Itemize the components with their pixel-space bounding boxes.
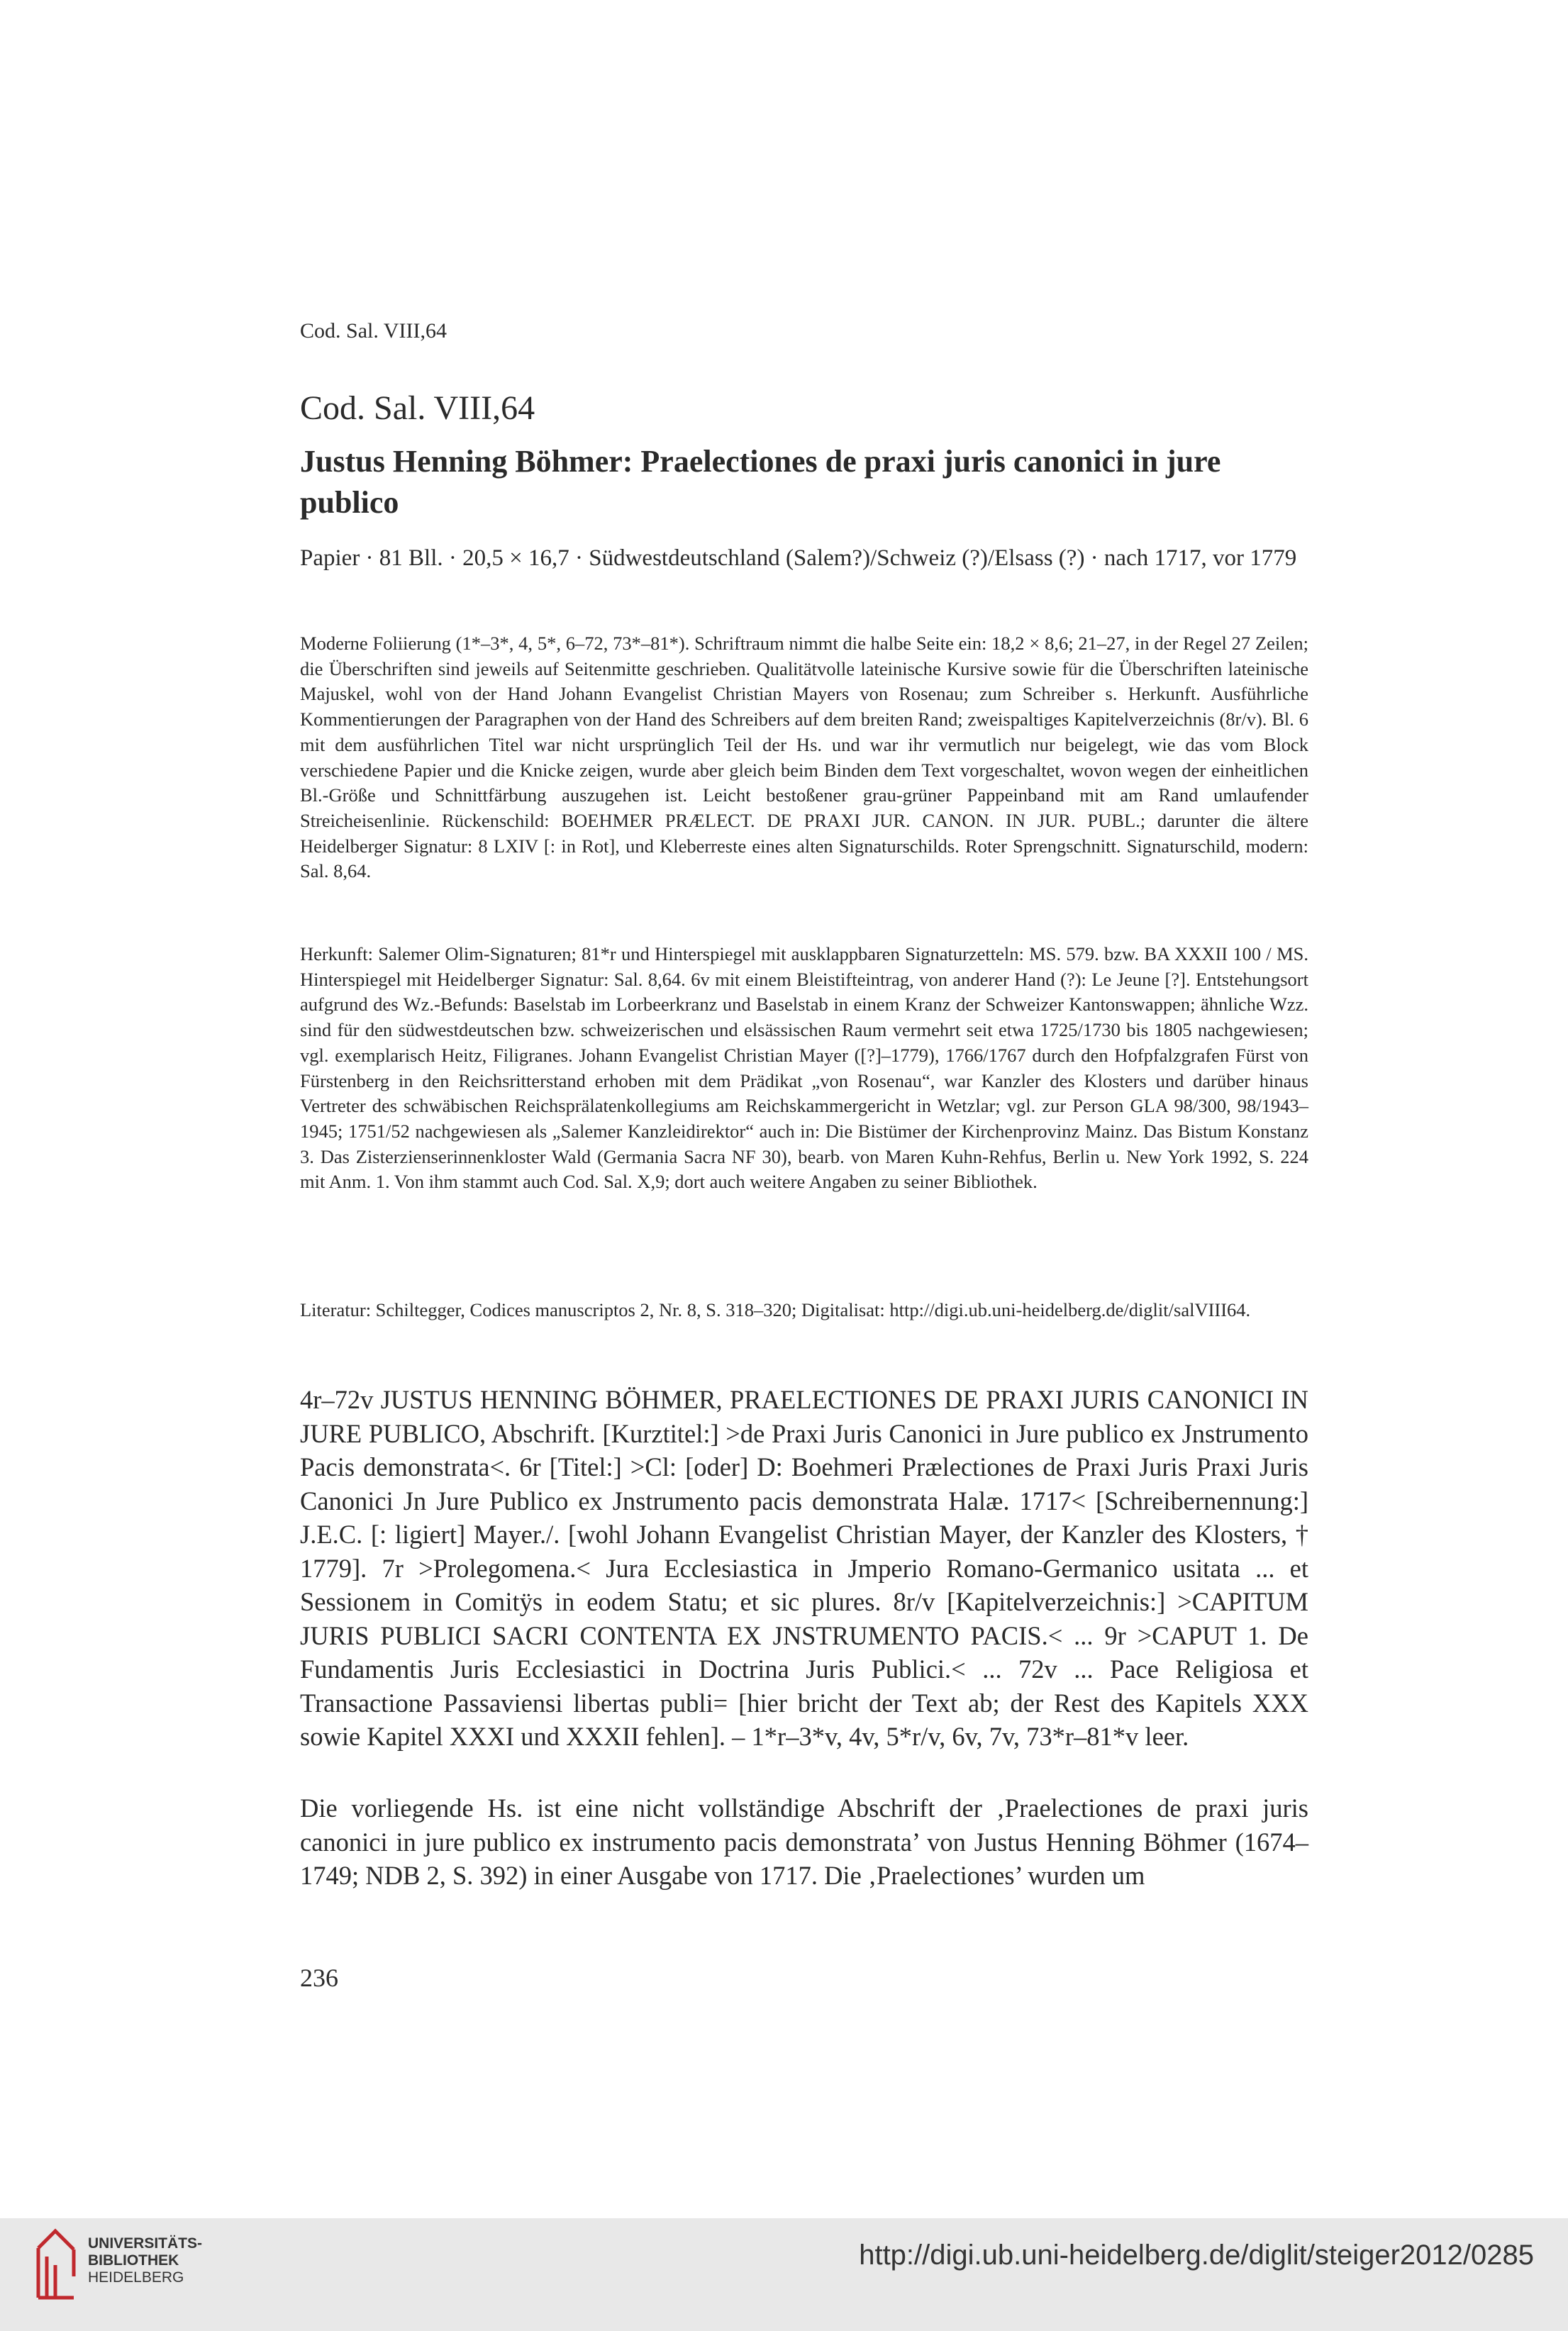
permalink-url[interactable]: http://digi.ub.uni-heidelberg.de/diglit/steiger2012/0285: [859, 2240, 1534, 2271]
codicological-description: Moderne Foliierung (1*–3*, 4, 5*, 6–72, 73*–81*). Schriftraum nimmt die halbe Seite ein: 18,2 × 8,6; 21–27, in der Regel 27 Zeilen; die Überschriften sind jeweils auf Seitenmitte geschrieben. Qualitätvolle lateinische Kursive sowie für die Überschriften lateinische Majuskel, wohl von der Hand Johann Evangelist Christian Mayers von Rosenau; zum Schreiber s. Herkunft. Ausführliche Kommentierungen der Paragraphen von der Hand des Schreibers auf dem breiten Rand; zweispaltiges Kapitelverzeichnis (8r/v). Bl. 6 mit dem ausführlichen Titel war nicht ursprünglich Teil der Hs. und war ihr vermutlich nur beigelegt, wie das vom Block verschiedene Papier und die Knicke zeigen, wurde aber gleich beim Binden dem Text vorgeschaltet, wovon wegen der einheitlichen Bl.-Größe und Schnittfärbung auszugehen ist. Leicht bestoßener grau-grüner Pappeinband mit am Rand umlaufender Streicheisenlinie. Rückenschild: BOEHMER PRÆLECT. DE PRAXI JUR. CANON. IN JUR. PUBL.; darunter die ältere Heidelberger Signatur: 8 LXIV [: in Rot], und Kleberreste eines alten Signaturschilds. Roter Sprengschnitt. Signaturschild, modern: Sal. 8,64.: [300, 633, 1308, 882]
provenance-paragraph: Herkunft: Salemer Olim-Signaturen; 81*r und Hinterspiegel mit ausklappbaren Signaturzetteln: MS. 579. bzw. BA XXXII 100 / MS. Hinterspiegel mit Heidelberger Signatur: Sal. 8,64. 6v mit einem Bleistifteintrag, von anderer Hand (?): Le Jeune [?]. Entstehungsort aufgrund des Wz.-Befunds: Baselstab im Lorbeerkranz und Baselstab in einem Kranz der Schweizer Kantonswappen; ähnliche Wzz. sind für den südwestdeutschen bzw. schweizerischen und elsässischen Raum vermehrt seit etwa 1725/1730 bis 1805 nachgewiesen; vgl. exemplarisch Heitz, Filigranes. Johann Evangelist Christian Mayer ([?]–1779), 1766/1767 durch den Hofpfalzgrafen Fürst von Fürstenberg in den Reichsritterstand erhoben mit dem Prädikat „von Rosenau“, war Kanzler des Klosters und darüber hinaus Vertreter des schwäbischen Reichsprälatenkollegiums am Reichskammergericht in Wetzlar; vgl. zur Person GLA 98/300, 98/1943–1945; 1751/52 nachgewiesen als „Salemer Kanzleidirektor“ auch in: Die Bistümer der Kirchenprovinz Mainz. Das Bistum Konstanz 3. Das Zisterzienserinnenkloster Wald (Germania Sacra NF 30), bearb. von Maren Kuhn-Rehfus, Berlin u. New York 1992, S. 224 mit Anm. 1. Von ihm stammt auch Cod. Sal. X,9; dort auch weitere Angaben zu seiner Bibliothek.: [300, 943, 1308, 1193]
running-head: Cod. Sal. VIII,64: [300, 319, 447, 343]
footer-bar: [0, 2218, 1568, 2331]
page-number: 236: [300, 1964, 338, 1992]
shelfmark-heading: Cod. Sal. VIII,64: [300, 389, 535, 427]
logo-line-3: HEIDELBERG: [88, 2269, 184, 2286]
logo-line-2: BIBLIOTHEK: [88, 2252, 179, 2269]
physical-description: Papier · 81 Bll. · 20,5 × 16,7 · Südwestdeutschland (Salem?)/Schweiz (?)/Elsass (?) · nach 1717, vor 1779: [300, 545, 1297, 571]
library-logo-text: [88, 2235, 202, 2286]
intro-paragraph: Die vorliegende Hs. ist eine nicht vollständige Abschrift der ‚Praelectiones de praxi juris canonici in jure publico ex instrumento pacis demonstrata’ von Justus Henning Böhmer (1674–1749; NDB 2, S. 392) in einer Ausgabe von 1717. Die ‚Praelectiones’ wurden um: [300, 1793, 1308, 1890]
logo-line-1: UNIVERSITÄTS-: [88, 2235, 203, 2252]
literature-paragraph: Literatur: Schiltegger, Codices manuscriptos 2, Nr. 8, S. 318–320; Digitalisat: http://digi.ub.uni-heidelberg.de/diglit/salVIII64.: [300, 1299, 1251, 1320]
work-title: Justus Henning Böhmer: Praelectiones de praxi juris canonici in jure publico: [300, 444, 1221, 520]
library-logo-icon: [34, 2227, 78, 2305]
content-entry: 4r–72v JUSTUS HENNING BÖHMER, PRAELECTIONES DE PRAXI JURIS CANONICI IN JURE PUBLICO, Abschrift. [Kurztitel:] >de Praxi Juris Canonici in Jure publico ex Jnstrumento Pacis demonstrata<. 6r [Titel:] >Cl: [oder] D: Boehmeri Prælectiones de Praxi Juris Praxi Juris Canonici Jn Jure Publico ex Jnstrumento pacis demonstrata Halæ. 1717< [Schreibernennung:] J.E.C. [: ligiert] Mayer./. [wohl Johann Evangelist Christian Mayer, der Kanzler des Klosters, † 1779]. 7r >Prolegomena.< Jura Ecclesiastica in Jmperio Romano-Germanico usitata ... et Sessionem in Comitÿs in eodem Statu; et sic plures. 8r/v [Kapitelverzeichnis:] >CAPITUM JURIS PUBLICI SACRI CONTENTA EX JNSTRUMENTO PACIS.< ... 9r >CAPUT 1. De Fundamentis Juris Ecclesiastici in Doctrina Juris Publici.< ... 72v ... Pace Religiosa et Transactione Passaviensi libertas publi= [hier bricht der Text ab; der Rest des Kapitels XXX sowie Kapitel XXXI und XXXII fehlen]. – 1*r–3*v, 4v, 5*r/v, 6v, 7v, 73*r–81*v leer.: [300, 1385, 1308, 1751]
